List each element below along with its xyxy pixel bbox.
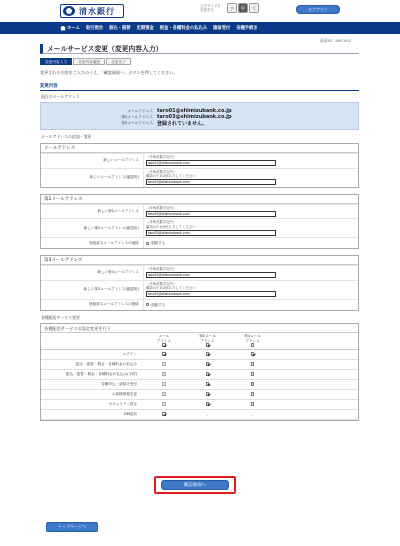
mail-address-block-2 (40, 194, 359, 250)
field-label: 登録済みメールアドレスの削除 (88, 240, 139, 245)
delete-row (41, 237, 358, 248)
delete-checkbox[interactable] (146, 242, 149, 245)
field-label: 新しい第2メールアドレス (97, 208, 139, 213)
service-checkbox (162, 372, 166, 376)
global-nav (0, 22, 400, 34)
current-address-value: 登録されていません。 (157, 120, 208, 127)
new-address-row (41, 204, 358, 219)
page-title: メールサービス変更（変更内容入力） (40, 44, 359, 54)
bank-name: 清水銀行 (79, 6, 115, 16)
new-email-2-input[interactable] (146, 211, 276, 217)
current-address-row (41, 120, 360, 126)
delete-label: 削除する (151, 241, 166, 245)
new-address-row (41, 153, 358, 168)
new-email-3-input[interactable] (146, 272, 276, 278)
current-address-value: taro01@shimizubank.co.jp (157, 108, 232, 114)
confirm-button-highlight (154, 476, 236, 494)
service-checkbox (162, 392, 166, 396)
intro-text: 変更される内容をご入力のうえ、「確認画面へ」ボタンを押してください。 (40, 70, 178, 75)
section-change-content: 変更内容 (40, 83, 359, 91)
services-table-body (41, 350, 360, 420)
select-all-checkbox[interactable] (251, 343, 255, 347)
confirm-address-row (41, 280, 358, 299)
font-size-switcher (200, 3, 260, 13)
step-complete: 変更完了 (106, 58, 131, 65)
main-content (40, 44, 359, 421)
block-title: メールアドレス (41, 144, 358, 153)
step-confirm: 変更内容確認 (73, 58, 105, 65)
service-checkbox[interactable] (162, 412, 166, 416)
services-heading: 各種配信サービス変更 (41, 314, 80, 320)
nav-item-applications[interactable]: 諸届受付 (213, 26, 231, 31)
table-row (41, 410, 360, 420)
not-applicable-text: - (185, 410, 230, 420)
new-address-row (41, 265, 358, 280)
font-size-label: 文字サイズを変更する (200, 4, 221, 12)
delete-checkbox[interactable] (146, 303, 149, 306)
service-checkbox (162, 382, 166, 386)
nav-item-inquiry[interactable]: 取引照会 (85, 26, 104, 31)
nav-item-payments[interactable]: 税金・各種料金の払込み (159, 26, 208, 31)
field-note: 確認のため2回入力してください (146, 174, 196, 178)
service-checkbox[interactable] (206, 392, 210, 396)
col-header: 第3メール アドレス (230, 333, 275, 350)
service-label: セキュリティ設定 (41, 400, 143, 410)
table-row (41, 370, 360, 380)
service-checkbox[interactable] (251, 372, 255, 376)
field-label: 新しい第2メールアドレス(確認用) (83, 225, 139, 230)
service-checkbox[interactable] (206, 372, 210, 376)
field-label: 新しいメールアドレス (103, 158, 139, 163)
col-header: 第2メール アドレス (185, 333, 230, 350)
current-address-label: 第3メールアドレス (121, 120, 153, 125)
service-checkbox[interactable] (206, 352, 210, 356)
service-label: DM送信 (41, 410, 143, 420)
field-note: （半角英数字記号） (146, 220, 177, 224)
confirm-email-input[interactable] (146, 179, 276, 185)
block-title: 第2メールアドレス (41, 195, 358, 204)
field-note: （半角英数字記号） (146, 205, 177, 210)
service-checkbox[interactable] (206, 362, 210, 366)
step-input: 変更内容入力 (40, 58, 72, 65)
services-table (41, 333, 360, 421)
delete-row (41, 299, 358, 310)
current-address-label: 第2メールアドレス (121, 114, 153, 119)
confirm-button[interactable]: 確認画面へ (161, 480, 229, 490)
nav-item-procedures[interactable]: 各種手続き (236, 26, 258, 31)
service-label: 振込・振替・税金・各種料金の払込み (41, 360, 143, 370)
table-row (41, 390, 360, 400)
bank-logo-icon (63, 6, 75, 16)
service-label: 各種申込・諸届け受付 (41, 380, 143, 390)
address-change-heading: メールアドレスの追加・変更 (41, 134, 92, 139)
bank-logo[interactable] (60, 4, 124, 18)
not-applicable-text: - (230, 410, 275, 420)
select-all-checkbox[interactable] (162, 343, 166, 347)
delete-label: 削除する (151, 302, 166, 307)
current-address-label: メールアドレス (127, 108, 153, 113)
confirm-email-3-input[interactable] (146, 291, 276, 297)
table-row (41, 350, 360, 360)
nav-item-time-deposit[interactable]: 定期預金 (136, 26, 154, 31)
mail-address-block-3 (40, 255, 359, 311)
service-checkbox[interactable] (206, 402, 210, 406)
field-note: （半角英数字記号） (146, 281, 177, 286)
service-label: 振込・振替・税金・各種料金の払込み(予約) (41, 370, 143, 380)
service-checkbox (162, 362, 166, 366)
service-checkbox[interactable] (206, 382, 210, 386)
confirm-email-2-input[interactable] (146, 230, 276, 236)
nav-item-home[interactable]: ホーム (60, 25, 80, 31)
home-icon (60, 26, 66, 31)
top-page-button[interactable]: トップページへ (46, 522, 98, 532)
select-all-checkbox[interactable] (206, 343, 210, 347)
logout-button[interactable]: ログアウト (296, 5, 340, 14)
service-checkbox[interactable] (251, 382, 255, 386)
service-checkbox[interactable] (251, 392, 255, 396)
font-size-large-button[interactable]: 大 (249, 3, 259, 13)
service-checkbox[interactable] (251, 402, 255, 406)
field-note: （半角英数字記号） (146, 267, 177, 271)
current-address-value: taro03@shimizubank.co.jp (157, 114, 232, 120)
field-label: 新しい第3メールアドレス (97, 270, 139, 275)
table-row (41, 400, 360, 410)
field-note: （半角英数字記号） (146, 155, 177, 159)
service-checkbox[interactable] (251, 352, 255, 356)
mail-address-block-1 (40, 143, 359, 188)
field-label: 新しい第3メールアドレス(確認用) (83, 287, 139, 291)
field-note: （半角英数字記号） (146, 169, 177, 174)
field-label: 新しいメールアドレス(確認用) (89, 175, 139, 179)
field-note: 確認のため2回入力してください (146, 286, 196, 290)
field-note: 確認のため2回入力してください (146, 224, 196, 229)
col-header: メール アドレス (143, 333, 185, 350)
new-email-input[interactable] (146, 160, 276, 166)
header (0, 0, 400, 22)
font-size-small-button[interactable]: 小 (227, 3, 237, 13)
block-title: 第3メールアドレス (41, 256, 358, 265)
service-checkbox[interactable] (162, 352, 166, 356)
confirm-address-row (41, 168, 358, 187)
current-address-box (40, 102, 359, 130)
service-checkbox[interactable] (251, 362, 255, 366)
service-label: お客様情報変更 (41, 390, 143, 400)
field-label: 登録済みメールアドレスの削除 (88, 302, 139, 306)
font-size-medium-button[interactable]: 中 (238, 3, 248, 13)
service-label: ログイン (41, 350, 143, 360)
services-table-title: 各種配信サービスの設定変更を行う (41, 324, 358, 333)
nav-item-transfer[interactable]: 振込・振替 (109, 26, 131, 31)
table-row (41, 380, 360, 390)
screen-id: 画面ID：BMC001 (320, 38, 352, 43)
confirm-address-row (41, 218, 358, 237)
step-indicator (40, 58, 359, 65)
services-block (40, 323, 359, 422)
current-address-heading: 現在のメールアドレス (41, 94, 80, 99)
table-row (41, 360, 360, 370)
service-checkbox (162, 402, 166, 406)
